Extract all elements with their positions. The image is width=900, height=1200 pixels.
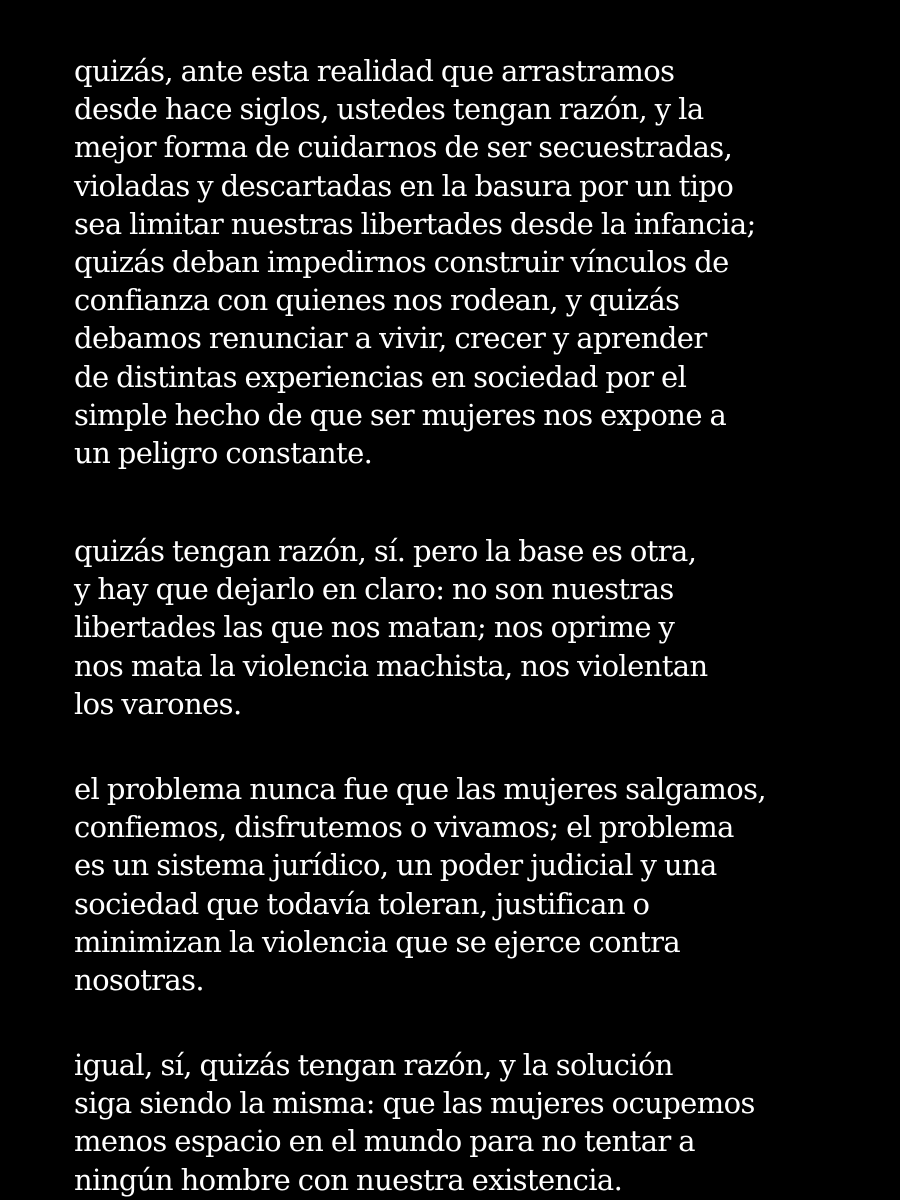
text-line: quizás deban impedirnos construir vínculos de	[74, 245, 729, 280]
text-line: el problema nunca fue que las mujeres salgamos,	[74, 772, 767, 806]
text-line: quizás, ante esta realidad que arrastramos	[74, 54, 675, 88]
paragraph-3	[74, 770, 766, 999]
text-line: menos espacio en el mundo para no tentar a	[74, 1124, 695, 1159]
text-line: sea limitar nuestras libertades desde la infancia;	[74, 206, 756, 241]
text-line: ningún hombre con nuestra existencia.	[74, 1162, 623, 1197]
text-line: siga siendo la misma: que las mujeres ocupemos	[74, 1086, 755, 1121]
text-line: es un sistema jurídico, un poder judicial y una	[74, 848, 717, 883]
text-line: debamos renunciar a vivir, crecer y aprender	[74, 321, 707, 356]
text-line: los varones.	[74, 686, 242, 721]
text-line: confiemos, disfrutemos o vivamos; el problema	[74, 810, 734, 845]
text-line: violadas y descartadas en la basura por un tipo	[74, 168, 734, 203]
text-line: confianza con quienes nos rodean, y quizás	[74, 283, 680, 318]
text-line: mejor forma de cuidarnos de ser secuestradas,	[74, 130, 733, 165]
text-line: sociedad que todavía toleran, justifican o	[74, 886, 650, 921]
text-line: nos mata la violencia machista, nos violentan	[74, 648, 708, 683]
text-line: minimizan la violencia que se ejerce contra	[74, 924, 681, 959]
text-line: un peligro constante.	[74, 436, 373, 471]
text-line: libertades las que nos matan; nos oprime y	[74, 610, 675, 645]
text-line: simple hecho de que ser mujeres nos expone a	[74, 397, 727, 432]
text-line: quizás tengan razón, sí. pero la base es otra,	[74, 534, 697, 568]
text-line: nosotras.	[74, 963, 204, 998]
text-line: desde hace siglos, ustedes tengan razón, y la	[74, 92, 704, 127]
text-line: y hay que dejarlo en claro: no son nuestras	[74, 572, 674, 607]
paragraph-1	[74, 52, 756, 472]
text-line: igual, sí, quizás tengan razón, y la solución	[74, 1048, 673, 1082]
paragraph-2	[74, 532, 708, 723]
paragraph-4	[74, 1046, 755, 1199]
text-line: de distintas experiencias en sociedad por el	[74, 359, 687, 394]
